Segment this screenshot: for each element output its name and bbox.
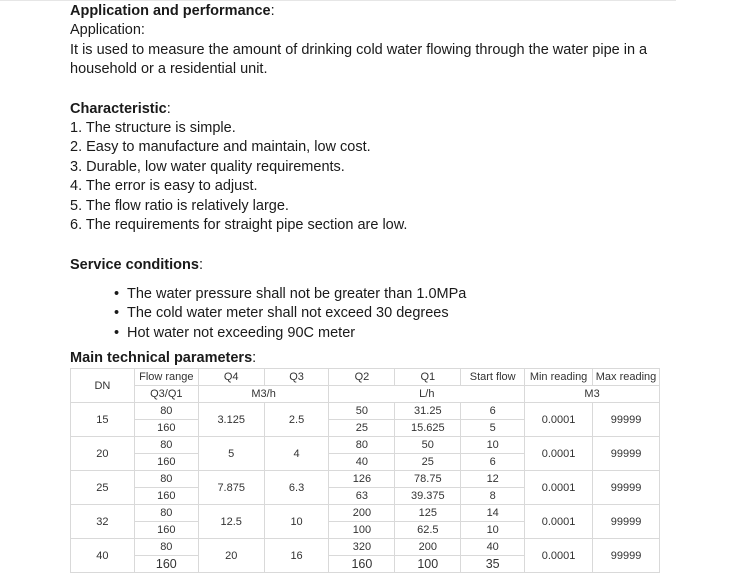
- q1-cell: 39.375: [395, 488, 461, 505]
- service-condition-item: • Hot water not exceeding 90C meter: [114, 324, 690, 344]
- header-max-reading: Max reading: [593, 369, 660, 386]
- start-flow-cell: 8: [461, 488, 525, 505]
- characteristic-item: 5. The flow ratio is relatively large.: [70, 197, 289, 214]
- application-text-line-1: It is used to measure the amount of drinking cold water flowing through the water pipe in a: [70, 41, 648, 58]
- min-reading-cell: 0.0001: [525, 505, 593, 539]
- q1-cell: 25: [395, 454, 461, 471]
- header-q4: Q4: [198, 369, 264, 386]
- q2-cell: 160: [329, 556, 395, 573]
- flow-range-cell: 160: [134, 522, 198, 539]
- characteristic-item: 6. The requirements for straight pipe section are low.: [70, 217, 408, 233]
- header-dn: DN: [71, 369, 135, 403]
- start-flow-cell: 6: [461, 403, 525, 420]
- q2-cell: 25: [329, 420, 395, 437]
- header-start-flow: Start flow: [461, 369, 525, 386]
- q1-cell: 100: [395, 556, 461, 573]
- q3-cell: 16: [264, 539, 329, 573]
- table-row: [71, 403, 660, 420]
- q3-cell: 6.3: [264, 471, 329, 505]
- q1-cell: 125: [395, 505, 461, 522]
- q1-cell: 15.625: [395, 420, 461, 437]
- q3-cell: 2.5: [264, 403, 329, 437]
- q2-cell: 100: [329, 522, 395, 539]
- header-flow-range-sub: Q3/Q1: [134, 386, 198, 403]
- start-flow-cell: 35: [461, 556, 525, 573]
- characteristic-item: 4. The error is easy to adjust.: [70, 178, 258, 194]
- flow-range-cell: 160: [134, 556, 198, 573]
- header-q2: Q2: [329, 369, 395, 386]
- table-row: [71, 505, 660, 522]
- characteristic-item: 3. Durable, low water quality requirements.: [70, 158, 345, 175]
- flow-range-cell: 80: [134, 403, 198, 420]
- flow-range-cell: 160: [134, 488, 198, 505]
- flow-range-cell: 80: [134, 471, 198, 488]
- min-reading-cell: 0.0001: [525, 403, 593, 437]
- application-heading: Application and performance:: [70, 3, 275, 19]
- application-text-line-2: household or a residential unit.: [70, 61, 268, 77]
- service-condition-item: • The cold water meter shall not exceed 30 degrees: [114, 304, 690, 324]
- start-flow-cell: 40: [461, 539, 525, 556]
- q3-cell: 10: [264, 505, 329, 539]
- q4-cell: 5: [198, 437, 264, 471]
- dn-cell: 15: [71, 403, 135, 437]
- q4-cell: 3.125: [198, 403, 264, 437]
- max-reading-cell: 99999: [593, 471, 660, 505]
- q4-cell: 12.5: [198, 505, 264, 539]
- q2-cell: 80: [329, 437, 395, 454]
- header-min-reading: Min reading: [525, 369, 593, 386]
- q2-cell: 40: [329, 454, 395, 471]
- dn-cell: 25: [71, 471, 135, 505]
- application-label: Application:: [70, 22, 145, 38]
- q1-cell: 50: [395, 437, 461, 454]
- start-flow-cell: 10: [461, 437, 525, 454]
- header-q1: Q1: [395, 369, 461, 386]
- q2-cell: 50: [329, 403, 395, 420]
- characteristic-item: 1. The structure is simple.: [70, 119, 236, 136]
- start-flow-cell: 10: [461, 522, 525, 539]
- q4-cell: 7.875: [198, 471, 264, 505]
- q2-cell: 63: [329, 488, 395, 505]
- params-heading: Main technical parameters:: [70, 350, 257, 366]
- min-reading-cell: 0.0001: [525, 471, 593, 505]
- unit-m3: M3: [525, 386, 660, 403]
- q2-cell: 200: [329, 505, 395, 522]
- dn-cell: 32: [71, 505, 135, 539]
- service-conditions-list: [70, 285, 690, 344]
- max-reading-cell: 99999: [593, 403, 660, 437]
- dn-cell: 40: [71, 539, 135, 573]
- characteristic-item: 2. Easy to manufacture and maintain, low cost.: [70, 139, 371, 155]
- max-reading-cell: 99999: [593, 539, 660, 573]
- min-reading-cell: 0.0001: [525, 437, 593, 471]
- q3-cell: 4: [264, 437, 329, 471]
- start-flow-cell: 6: [461, 454, 525, 471]
- table-row: [71, 437, 660, 454]
- technical-parameters-table: [70, 368, 660, 573]
- flow-range-cell: 160: [134, 454, 198, 471]
- start-flow-cell: 12: [461, 471, 525, 488]
- unit-m3h: M3/h: [198, 386, 329, 403]
- product-description: [70, 0, 690, 573]
- min-reading-cell: 0.0001: [525, 539, 593, 573]
- start-flow-cell: 5: [461, 420, 525, 437]
- q1-cell: 31.25: [395, 403, 461, 420]
- max-reading-cell: 99999: [593, 505, 660, 539]
- q1-cell: 62.5: [395, 522, 461, 539]
- service-condition-item: • The water pressure shall not be greater than 1.0MPa: [114, 285, 690, 305]
- q1-cell: 200: [395, 539, 461, 556]
- flow-range-cell: 80: [134, 437, 198, 454]
- max-reading-cell: 99999: [593, 437, 660, 471]
- flow-range-cell: 160: [134, 420, 198, 437]
- header-flow-range: Flow range: [134, 369, 198, 386]
- table-header-row: [71, 369, 660, 386]
- flow-range-cell: 80: [134, 539, 198, 556]
- dn-cell: 20: [71, 437, 135, 471]
- unit-lh: L/h: [329, 386, 525, 403]
- q2-cell: 126: [329, 471, 395, 488]
- service-heading: Service conditions:: [70, 256, 203, 273]
- table-row: [71, 471, 660, 488]
- q1-cell: 78.75: [395, 471, 461, 488]
- characteristic-heading: Characteristic:: [70, 100, 171, 117]
- q2-cell: 320: [329, 539, 395, 556]
- header-q3: Q3: [264, 369, 329, 386]
- q4-cell: 20: [198, 539, 264, 573]
- start-flow-cell: 14: [461, 505, 525, 522]
- flow-range-cell: 80: [134, 505, 198, 522]
- table-units-row: [71, 386, 660, 403]
- table-row: [71, 539, 660, 556]
